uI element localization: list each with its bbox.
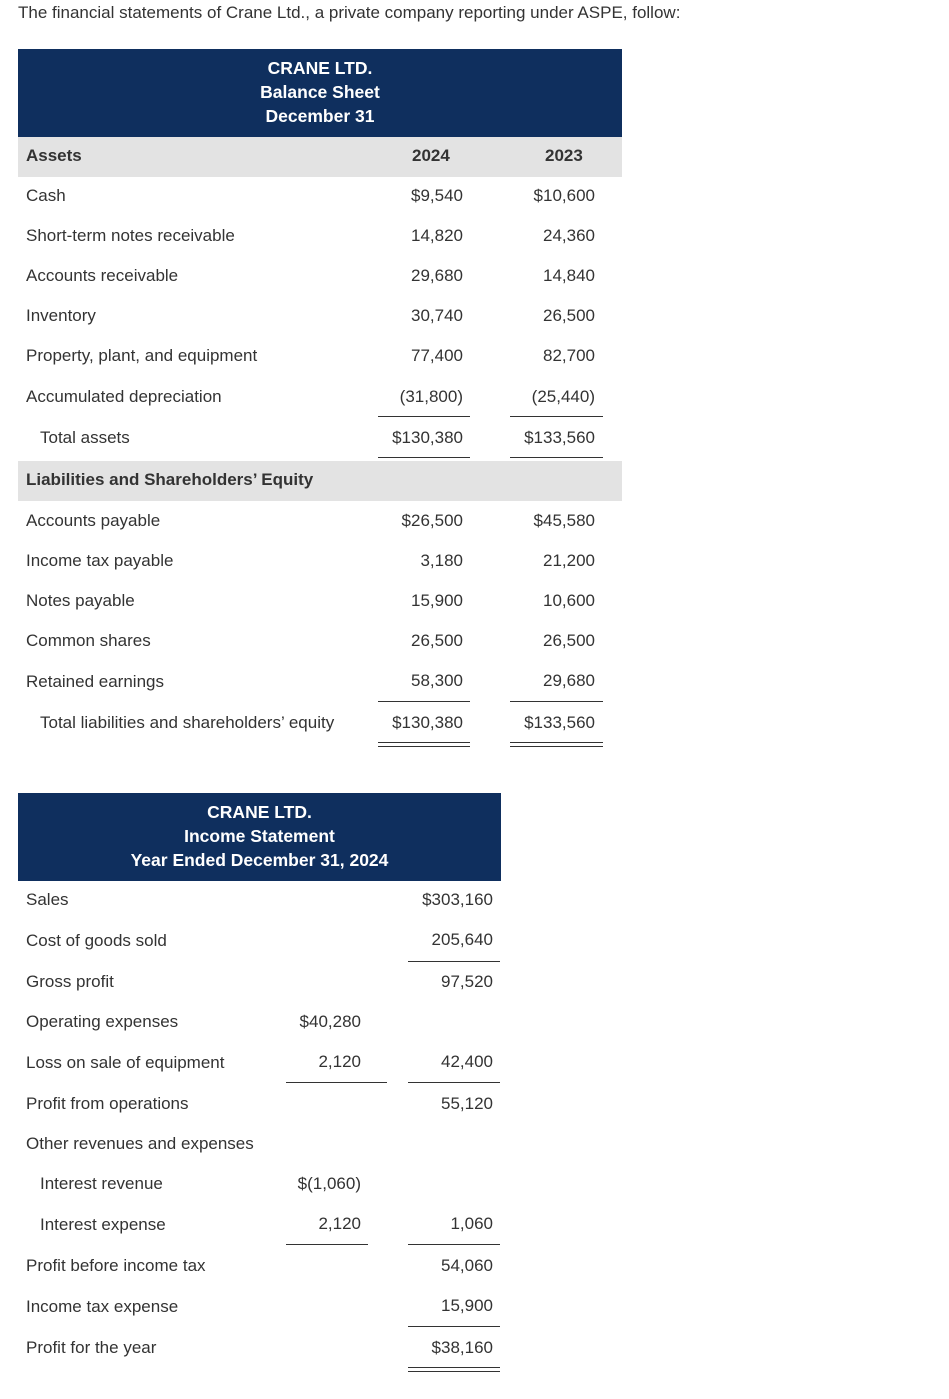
asset-2024: 29,680	[411, 266, 463, 285]
intro-text: The financial statements of Crane Ltd., a private company reporting under ASPE, follow:	[18, 3, 681, 22]
income-label: Gross profit	[26, 972, 114, 991]
income-inner-amount: $(1,060)	[297, 1174, 361, 1193]
liability-label: Common shares	[26, 631, 151, 650]
total-double-rule	[510, 742, 603, 747]
income-outer-amount: $303,160	[422, 890, 493, 909]
balance-sheet-header	[18, 49, 622, 137]
asset-2024: (31,800)	[399, 387, 463, 406]
subtotal-rule	[510, 701, 603, 702]
column-2023: 2023	[545, 146, 583, 165]
income-outer-amount: 1,060	[450, 1214, 493, 1233]
subtotal-rule	[378, 416, 470, 417]
asset-2023: (25,440)	[531, 387, 595, 406]
subtotal-rule	[286, 1082, 387, 1083]
asset-2023: 26,500	[543, 306, 595, 325]
total-double-rule	[408, 1367, 500, 1372]
liability-label: Notes payable	[26, 591, 135, 610]
asset-label: Property, plant, and equipment	[26, 346, 258, 365]
asset-2023: 24,360	[543, 226, 595, 245]
income-inner-amount: 2,120	[318, 1214, 361, 1233]
liability-2024: $26,500	[401, 511, 463, 530]
income-label: Loss on sale of equipment	[26, 1053, 225, 1072]
subtotal-rule	[408, 1326, 500, 1327]
statement-title: Balance Sheet	[260, 82, 380, 102]
company-name: CRANE LTD.	[207, 802, 312, 822]
total-liabilities-label: Total liabilities and shareholders’ equity	[40, 713, 335, 732]
income-outer-amount: 15,900	[441, 1296, 493, 1315]
income-outer-amount: 205,640	[431, 930, 493, 949]
income-label: Income tax expense	[26, 1297, 179, 1316]
subtotal-rule	[408, 1082, 500, 1083]
liability-2023: 29,680	[543, 671, 595, 690]
income-label: Profit from operations	[26, 1094, 189, 1113]
liability-2024: 15,900	[411, 591, 463, 610]
assets-heading: Assets	[26, 146, 82, 165]
asset-2024: 77,400	[411, 346, 463, 365]
liability-label: Income tax payable	[26, 551, 174, 570]
income-label: Profit for the year	[26, 1338, 157, 1357]
total-assets-2023: $133,560	[524, 428, 595, 447]
asset-2024: 14,820	[411, 226, 463, 245]
asset-2024: 30,740	[411, 306, 463, 325]
income-label: Interest revenue	[40, 1174, 163, 1193]
subtotal-rule	[408, 1244, 500, 1245]
asset-label: Inventory	[26, 306, 96, 325]
asset-label: Accounts receivable	[26, 266, 179, 285]
income-outer-amount: $38,160	[431, 1338, 493, 1357]
total-liabilities-2023: $133,560	[524, 713, 595, 732]
asset-label: Cash	[26, 186, 66, 205]
subtotal-rule	[286, 1244, 368, 1245]
income-outer-amount: 97,520	[441, 972, 493, 991]
income-label: Sales	[26, 890, 69, 909]
income-outer-amount: 42,400	[441, 1052, 493, 1071]
income-inner-amount: 2,120	[318, 1052, 361, 1071]
liability-label: Retained earnings	[26, 672, 164, 691]
liability-2024: 58,300	[411, 671, 463, 690]
asset-2023: 14,840	[543, 266, 595, 285]
income-label: Cost of goods sold	[26, 931, 167, 950]
income-outer-amount: 55,120	[441, 1094, 493, 1113]
liability-2024: 26,500	[411, 631, 463, 650]
income-outer-amount: 54,060	[441, 1256, 493, 1275]
statement-date: December 31	[265, 106, 375, 126]
liability-2023: 26,500	[543, 631, 595, 650]
total-assets-label: Total assets	[40, 428, 130, 447]
income-inner-amount: $40,280	[299, 1012, 361, 1031]
liability-2023: 10,600	[543, 591, 595, 610]
income-label: Profit before income tax	[26, 1256, 206, 1275]
income-label: Operating expenses	[26, 1012, 179, 1031]
liability-label: Accounts payable	[26, 511, 161, 530]
income-label: Interest expense	[40, 1215, 166, 1234]
total-liabilities-2024: $130,380	[392, 713, 463, 732]
subtotal-rule	[510, 416, 603, 417]
assets-heading-band	[18, 137, 622, 177]
asset-2023: 82,700	[543, 346, 595, 365]
total-double-rule	[378, 742, 470, 747]
statement-title: Income Statement	[184, 826, 335, 846]
income-label: Other revenues and expenses	[26, 1134, 254, 1153]
subtotal-rule	[378, 701, 470, 702]
company-name: CRANE LTD.	[267, 58, 373, 78]
liability-2023: 21,200	[543, 551, 595, 570]
column-2024: 2024	[412, 146, 450, 165]
asset-label: Accumulated depreciation	[26, 387, 222, 406]
liabilities-heading: Liabilities and Shareholders’ Equity	[26, 470, 314, 489]
liability-2023: $45,580	[533, 511, 595, 530]
asset-2024: $9,540	[411, 186, 463, 205]
asset-2023: $10,600	[533, 186, 595, 205]
total-assets-2024: $130,380	[392, 428, 463, 447]
statement-period: Year Ended December 31, 2024	[130, 850, 389, 870]
asset-label: Short-term notes receivable	[26, 226, 235, 245]
liability-2024: 3,180	[420, 551, 463, 570]
subtotal-rule	[408, 961, 500, 962]
income-statement-header	[18, 793, 501, 881]
